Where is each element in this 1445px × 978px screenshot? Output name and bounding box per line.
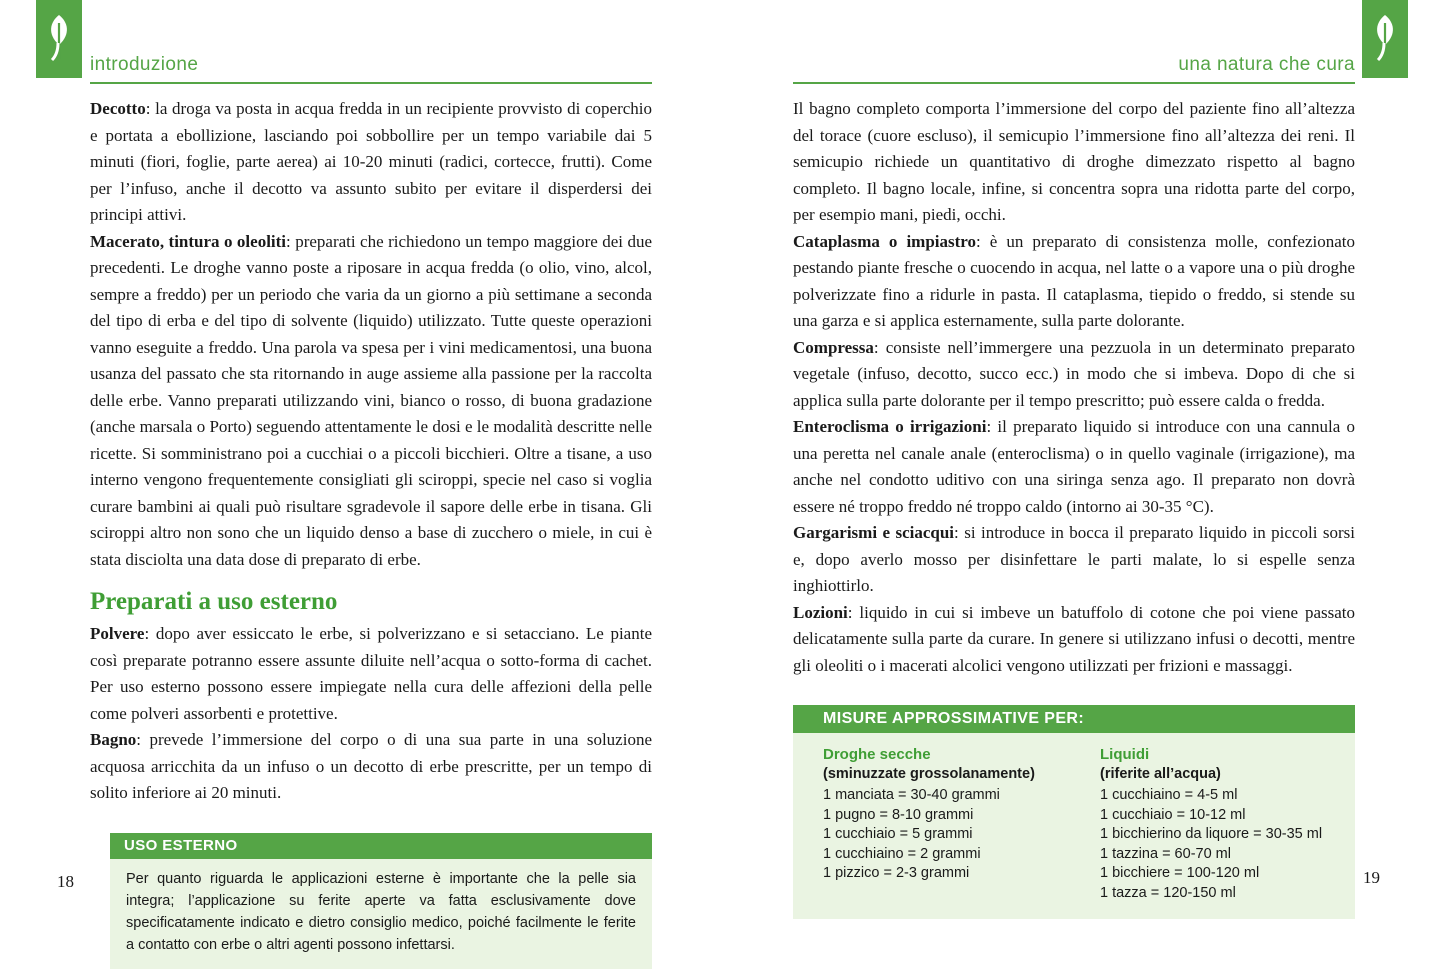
page-right-body — [793, 96, 1355, 919]
measure-row: 1 pugno = 8-10 grammi — [823, 806, 974, 823]
page-number-right: 19 — [1363, 868, 1380, 887]
uso-esterno-box — [110, 833, 652, 969]
measure-row: 1 cucchiaio = 10-12 ml — [1100, 806, 1246, 823]
column-subheading-liquidi: (riferite all’acqua) — [1100, 766, 1221, 782]
term-bagno: Bagno — [90, 730, 137, 749]
leaf-icon — [1370, 11, 1400, 68]
misure-column-droghe-secche — [823, 745, 1068, 903]
measure-row: 1 manciata = 30-40 grammi — [823, 787, 1000, 803]
measure-row: 1 tazzina = 60-70 ml — [1100, 845, 1231, 862]
misure-column-liquidi — [1100, 745, 1345, 903]
leaf-icon — [44, 11, 74, 68]
term-gargarismi: Gargarismi e sciacqui — [793, 523, 955, 542]
term-macerato: Macerato, tintura o oleoliti — [90, 231, 287, 251]
paragraph-macerato: Macerato, tintura o oleoliti: preparati che richiedono un tempo maggiore dei due precedenti. Le droghe vanno poste a riposare in acqua fredda (o olio, vino, alcol, sempre a freddo) per un periodo che varia da un giorno a più settimane a seconda del tipo di erba e del tipo di solvente (liquido) utilizzato. Tutte queste operazioni vanno eseguite a freddo. Una parola va spesa per i vini medicamentosi, una buona usanza del passato che sta ritornando in auge assieme alla passione per la raccolta delle erbe. Vanno preparati utilizzando vini, bianco o rosso, di buona gradazione (anche marsala o Porto) seguendo attentamente le dosi e le modalità descritte nelle ricette. Si somministrano poi a cucchiai o a piccoli bicchieri. Oltre a tisane, a uso interno vengono frequentemente consigliati gli sciroppi, specie nel caso si voglia curare bambini ai quali può risultare sgradevole il sapore delle erbe in tisana. Gli sciroppi altro non sono che un liquido denso a base di zucchero o miele, in cui è stata disciolta una data dose di preparato di erbe. — [90, 231, 652, 569]
publisher-logo-left — [36, 0, 82, 78]
uso-esterno-box-title: USO ESTERNO — [110, 833, 652, 859]
header-rule-left — [90, 82, 652, 84]
measure-row: 1 tazza = 120-150 ml — [1100, 884, 1236, 901]
term-compressa: Compressa — [793, 337, 874, 357]
page-left-body — [90, 96, 652, 969]
section-heading-preparati-uso-esterno: Preparati a uso esterno — [90, 588, 338, 615]
paragraph-cataplasma: Cataplasma o impiastro: è un preparato di consistenza molle, confezionato pestando piante fresche o cuocendo in acqua, nel latte o a vapore una o più droghe polverizzate fino a ridurle in pasta. Il cataplasma, tiepido o freddo, si stende su una garza e si applica esternamente, sulla parte dolorante. — [793, 231, 1355, 330]
term-cataplasma: Cataplasma o impiastro — [793, 231, 977, 251]
paragraph-bagno: Bagno: prevede l’immersione del corpo o di una sua parte in una soluzione acquosa arricchita da un infuso o un decotto di erbe prescritte, per un tempo di solito inferiore ai 20 minuti. — [90, 730, 652, 802]
measure-row: 1 cucchiaio = 5 grammi — [823, 826, 973, 842]
measure-row: 1 cucchiaino = 2 grammi — [823, 845, 981, 862]
paragraph-enteroclisma: Enteroclisma o irrigazioni: il preparato liquido si introduce con una cannula o una peretta nel canale anale (enteroclisma) o in quello vaginale (irrigazione), ma anche nel condotto uditivo con una siringa senza ago. Il preparato non dovrà essere né troppo freddo né troppo caldo (intorno ai 30-35 °C). — [793, 417, 1355, 516]
measure-row: 1 pizzico = 2-3 grammi — [823, 865, 970, 881]
paragraph-lozioni: Lozioni: liquido in cui si imbeve un batuffolo di cotone che poi viene passato delicatamente sulla parte da curare. In genere si utilizzano infusi o decotti, mentre gli oleoliti o i macerati alcolici vengono utilizzati per frizioni e massaggi. — [793, 602, 1355, 675]
misure-approssimative-table — [793, 705, 1355, 919]
measure-row: 1 bicchierino da liquore = 30-35 ml — [1100, 826, 1323, 842]
column-heading-droghe-secche: Droghe secche — [823, 746, 931, 763]
paragraph-polvere: Polvere: dopo aver essiccato le erbe, si polverizzano e si setacciano. Le piante così preparate potranno essere assunte diluite nell’acqua o sotto-forma di cachet. Per uso esterno possono essere impiegate nella cura delle affezioni della pelle come polveri assorbenti e protettive. — [90, 624, 652, 723]
paragraph-bagno-completo: Il bagno completo comporta l’immersione del corpo del paziente fino all’altezza del torace (cuore escluso), il semicupio l’immersione fino all’altezza dei reni. Il semicupio richiede un quantitativo di droghe dimezzato rispetto al bagno completo. Il bagno locale, infine, si concentra sopra una ridotta parte del corpo, per esempio mani, piedi, occhi. — [793, 99, 1355, 224]
paragraph-gargarismi: Gargarismi e sciacqui: si introduce in bocca il preparato liquido in piccoli sorsi e, dopo averlo mosso per disinfettare le parti malate, lo si espelle senza inghiottirlo. — [793, 523, 1355, 595]
column-subheading-droghe-secche: (sminuzzate grossolanamente) — [823, 766, 1035, 782]
column-heading-liquidi: Liquidi — [1100, 746, 1150, 763]
term-decotto: Decotto — [90, 99, 146, 118]
misure-table-body — [793, 733, 1355, 919]
term-enteroclisma: Enteroclisma o irrigazioni — [793, 417, 987, 436]
page-number-left: 18 — [57, 872, 74, 891]
term-polvere: Polvere — [90, 624, 145, 643]
term-lozioni: Lozioni — [793, 602, 848, 622]
paragraph-decotto: Decotto: la droga va posta in acqua fredda in un recipiente provvisto di coperchio e portata a ebollizione, lasciando poi sobbollire per un tempo variabile dai 5 minuti (fiori, foglie, parte aerea) ai 10-20 minuti (radici, cortecce, frutti). Come per l’infuso, anche il decotto va assunto subito per evitare il disperdersi dei principi attivi. — [90, 99, 652, 224]
misure-table-title: MISURE APPROSSIMATIVE PER: — [793, 705, 1355, 733]
header-rule-right — [793, 82, 1355, 84]
uso-esterno-box-text: Per quanto riguarda le applicazioni esterne è importante che la pelle sia integra; l’applicazione su ferite aperte va fatta esclusivamente dove specificatamente indicato e dietro consiglio medico, poiché facilmente le ferite a contatto con erbe o altri agenti possono infettarsi. — [110, 859, 652, 969]
paragraph-compressa: Compressa: consiste nell’immergere una pezzuola in un determinato preparato vegetale (infuso, decotto, succo ecc.) in modo che si imbeva. Dopo di che si applica sulla parte dolorante per il tempo prescritto; può essere calda o fredda. — [793, 337, 1355, 410]
running-header-right: una natura che cura — [1178, 54, 1355, 75]
measure-row: 1 cucchiaino = 4-5 ml — [1100, 787, 1238, 803]
measure-row: 1 bicchiere = 100-120 ml — [1100, 865, 1260, 881]
running-header-left: introduzione — [90, 54, 199, 75]
publisher-logo-right — [1362, 0, 1408, 78]
